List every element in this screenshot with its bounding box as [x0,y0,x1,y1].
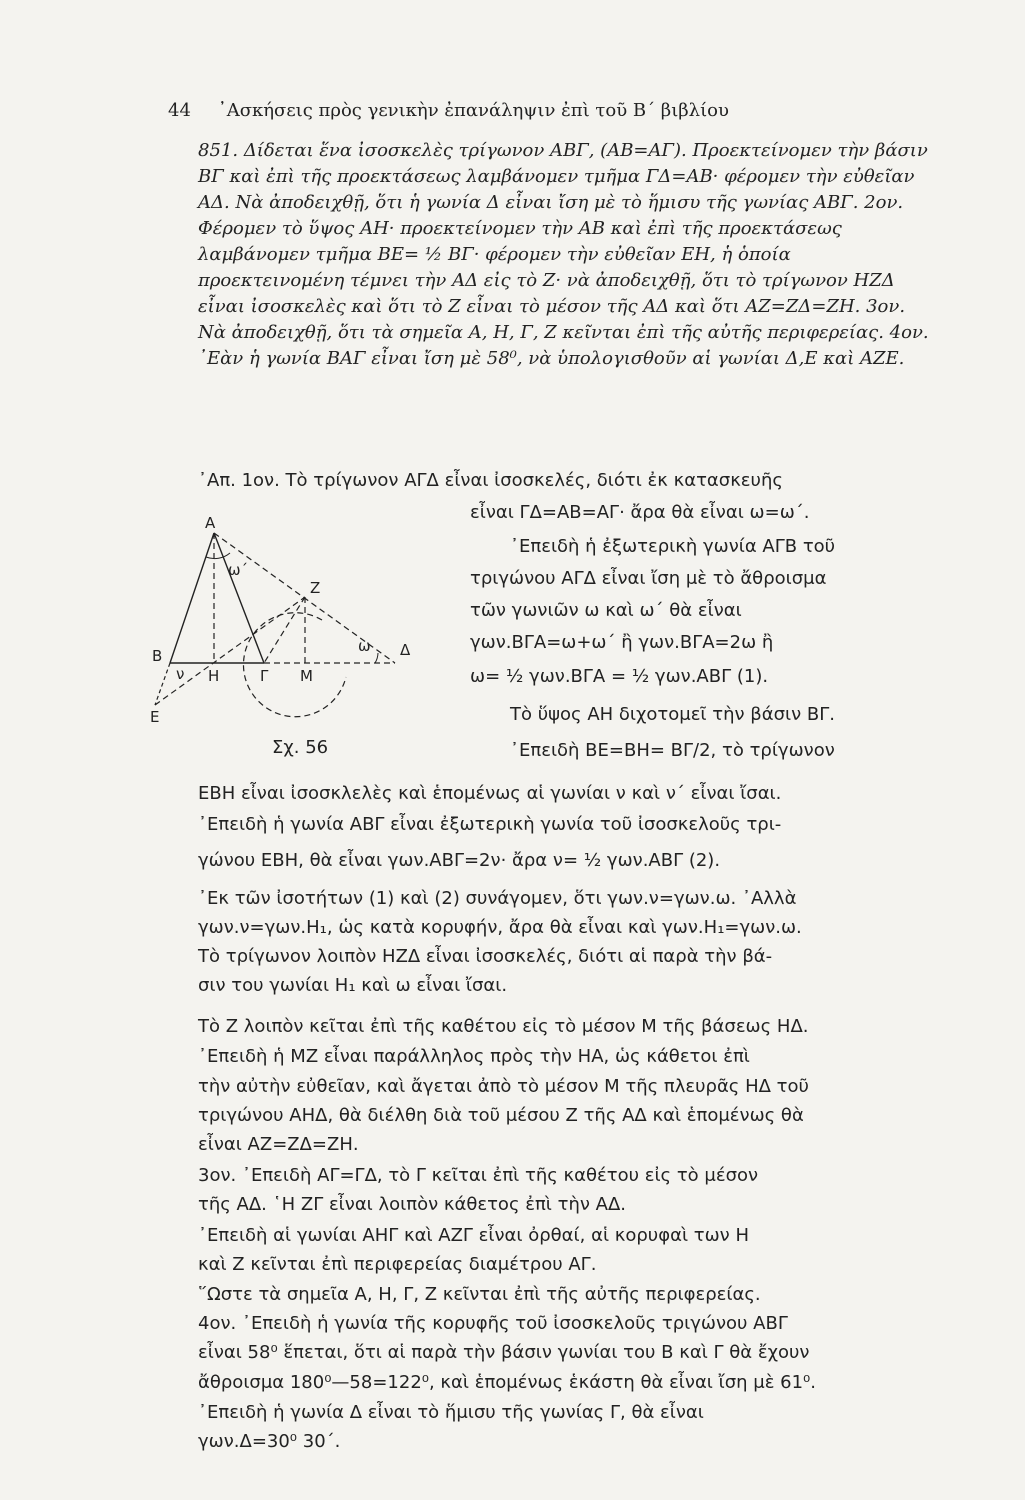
solution-line: εἶναι ΑΖ=ΖΔ=ΖΗ. [198,1134,359,1155]
angle-arc-d [375,653,378,663]
solution-line: ᾿Επειδὴ ἡ ΜΖ εἶναι παράλληλος πρὸς τὴν ΗΑ, ὡς κάθετοι ἐπὶ [198,1046,750,1067]
extension-be [155,663,170,705]
solution-line: καὶ Ζ κεῖνται ἐπὶ περιφερείας διαμέτρου ΑΓ. [198,1254,597,1275]
solution-line: τριγώνου ΑΓΔ εἶναι ἴση μὲ τὸ ἄθροισμα [470,568,827,589]
label-omega-prime: ω΄ [228,561,249,579]
side-ag [214,533,264,663]
solution-line: εἶναι 58⁰ ἕπεται, ὅτι αἱ παρὰ τὴν βάσιν γωνίαι του Β καὶ Γ θὰ ἔχουν [198,1342,810,1363]
solution-line: ᾿Επειδὴ ἡ ἐξωτερικὴ γωνία ΑΓΒ τοῦ [510,536,836,557]
solution-line: ᾿Επειδὴ ΒΕ=ΒΗ= ΒΓ/2, τὸ τρίγωνον [510,740,835,761]
solution-line: γώνου ΕΒΗ, θὰ εἶναι γων.ΑΒΓ=2ν· ἄρα ν= ½ γων.ΑΒΓ (2). [198,850,721,871]
label-h: Η [208,667,220,685]
header-title: ᾿Ασκήσεις πρὸς γενικὴν ἐπανάληψιν ἐπὶ τοῦ Β΄ βιβλίου [217,100,729,121]
circle-arc [243,613,346,717]
label-a: Α [205,515,216,532]
solution-line: ᾿Απ. 1ον. Τὸ τρίγωνον ΑΓΔ εἶναι ἰσοσκελές, διότι ἐκ κατασκευῆς [198,470,783,491]
label-z: Ζ [310,579,321,597]
solution-line: Τὸ Ζ λοιπὸν κεῖται ἐπὶ τῆς καθέτου εἰς τὸ μέσον Μ τῆς βάσεως ΗΔ. [198,1016,809,1037]
geometry-figure [150,515,450,735]
figure-caption: Σχ. 56 [272,737,329,758]
solution-line: ἄθροισμα 180⁰—58=122⁰, καὶ ἑπομένως ἑκάστη θὰ εἶναι ἴση μὲ 61⁰. [198,1372,816,1393]
problem-number: 851. [198,140,239,161]
running-header [168,100,948,121]
solution-line: ΕΒΗ εἶναι ἰσοσκλελὲς καὶ ἑπομένως αἱ γωνίαι ν καὶ ν΄ εἶναι ἴσαι. [198,783,782,804]
label-g: Γ [260,667,269,685]
solution-line: 4ον. ᾿Επειδὴ ἡ γωνία τῆς κορυφῆς τοῦ ἰσοσκελοῦς τριγώνου ΑΒΓ [198,1313,788,1334]
solution-line: ᾿Επειδὴ αἱ γωνίαι ΑΗΓ καὶ ΑΖΓ εἶναι ὀρθαί, αἱ κορυφαὶ των Η [198,1225,749,1246]
solution-line: σιν του γωνίαι Η₁ καὶ ω εἶναι ἴσαι. [198,975,508,996]
solution-line: ω= ½ γων.ΒΓΑ = ½ γων.ΑΒΓ (1). [470,666,769,687]
side-ab [170,533,214,663]
solution-line: γων.Δ=30⁰ 30΄. [198,1431,341,1452]
solution-line: ᾿Επειδὴ ἡ γωνία Δ εἶναι τὸ ἥμισυ τῆς γωνίας Γ, θὰ εἶναι [198,1402,704,1423]
label-d: Δ [400,641,411,659]
solution-line: ᾿Επειδὴ ἡ γωνία ΑΒΓ εἶναι ἐξωτερικὴ γωνία τοῦ ἰσοσκελοῦς τρι- [198,814,782,835]
label-m: Μ [300,667,313,685]
label-b: Β [152,647,163,665]
solution-line: γων.ΒΓΑ=ω+ω΄ ἢ γων.ΒΓΑ=2ω ἢ [470,632,774,653]
solution-line: γων.ν=γων.Η₁, ὡς κατὰ κορυφήν, ἄρα θὰ εἶναι καὶ γων.Η₁=γων.ω. [198,917,802,938]
angle-arc-a [206,553,230,559]
page-number: 44 [168,100,191,121]
solution-line: τῶν γωνιῶν ω καὶ ω΄ θὰ εἶναι [470,600,742,621]
solution-line: Τὸ ὕψος ΑΗ διχοτομεῖ τὴν βάσιν ΒΓ. [510,704,835,725]
label-e: Ε [150,708,160,726]
line-zg [264,597,305,663]
solution-line: τῆς ΑΔ. ῾Η ΖΓ εἶναι λοιπὸν κάθετος ἐπὶ τὴν ΑΔ. [198,1194,626,1215]
label-nu: ν [176,665,185,683]
solution-line: ῞Ωστε τὰ σημεῖα Α, Η, Γ, Ζ κεῖνται ἐπὶ τῆς αὐτῆς περιφερείας. [198,1284,761,1305]
problem-text: Δίδεται ἕνα ἰσοσκελὲς τρίγωνον ΑΒΓ, (ΑΒ=ΑΓ). Προεκτείνομεν τὴν βάσιν ΒΓ καὶ ἐπὶ τῆς προεκτάσεως λαμβάνομεν τμῆμα ΓΔ=ΑΒ· φέρομεν τὴν εὐθεῖαν ΑΔ. Νὰ ἀποδειχθῇ, ὅτι ἡ γωνία Δ εἶναι ἴση μὲ τὸ ἥμισυ τῆς γωνίας ΑΒΓ. 2ον. Φέρομεν τὸ ὕψος ΑΗ· προεκτείνομεν τὴν ΑΒ καὶ ἐπὶ τῆς προεκτάσεως λαμβάνομεν τμῆμα ΒΕ= ½ ΒΓ· φέρομεν τὴν εὐθεῖαν ΕΗ, ἡ ὁποία προεκτεινομένη τέμνει τὴν ΑΔ εἰς τὸ Ζ· νὰ ἀποδειχθῇ, ὅτι τὸ τρίγωνον ΗΖΔ εἶναι ἰσοσκελὲς καὶ ὅτι τὸ Ζ εἶναι τὸ μέσον τῆς ΑΔ καὶ ὅτι ΑΖ=ΖΔ=ΖΗ. 3ον. Νὰ ἀποδειχθῇ, ὅτι τὰ σημεῖα Α, Η, Γ, Ζ κεῖνται ἐπὶ τῆς αὐτῆς περιφερείας. 4ον. ᾿Εὰν ἡ γωνία ΒΑΓ εἶναι ἴση μὲ 58⁰, νὰ ὑπολογισθοῦν αἱ γωνίαι Δ,Ε καὶ ΑΖΕ. [198,140,929,369]
solution-line: 3ον. ᾿Επειδὴ ΑΓ=ΓΔ, τὸ Γ κεῖται ἐπὶ τῆς καθέτου εἰς τὸ μέσον [198,1165,759,1186]
solution-line: εἶναι ΓΔ=ΑΒ=ΑΓ· ἄρα θὰ εἶναι ω=ω΄. [470,502,810,523]
label-omega: ω [358,637,371,655]
problem-statement [198,138,930,372]
solution-line: ᾿Εκ τῶν ἰσοτήτων (1) καὶ (2) συνάγομεν, ὅτι γων.ν=γων.ω. ᾿Αλλὰ [198,888,797,909]
line-ez [155,597,305,705]
solution-line: τριγώνου ΑΗΔ, θὰ διέλθη διὰ τοῦ μέσου Ζ τῆς ΑΔ καὶ ἑπομένως θὰ [198,1105,804,1126]
solution-line: Τὸ τρίγωνον λοιπὸν ΗΖΔ εἶναι ἰσοσκελές, διότι αἱ παρὰ τὴν βά- [198,946,773,967]
solution-line: τὴν αὐτὴν εὐθεῖαν, καὶ ἄγεται ἀπὸ τὸ μέσον Μ τῆς πλευρᾶς ΗΔ τοῦ [198,1076,809,1097]
